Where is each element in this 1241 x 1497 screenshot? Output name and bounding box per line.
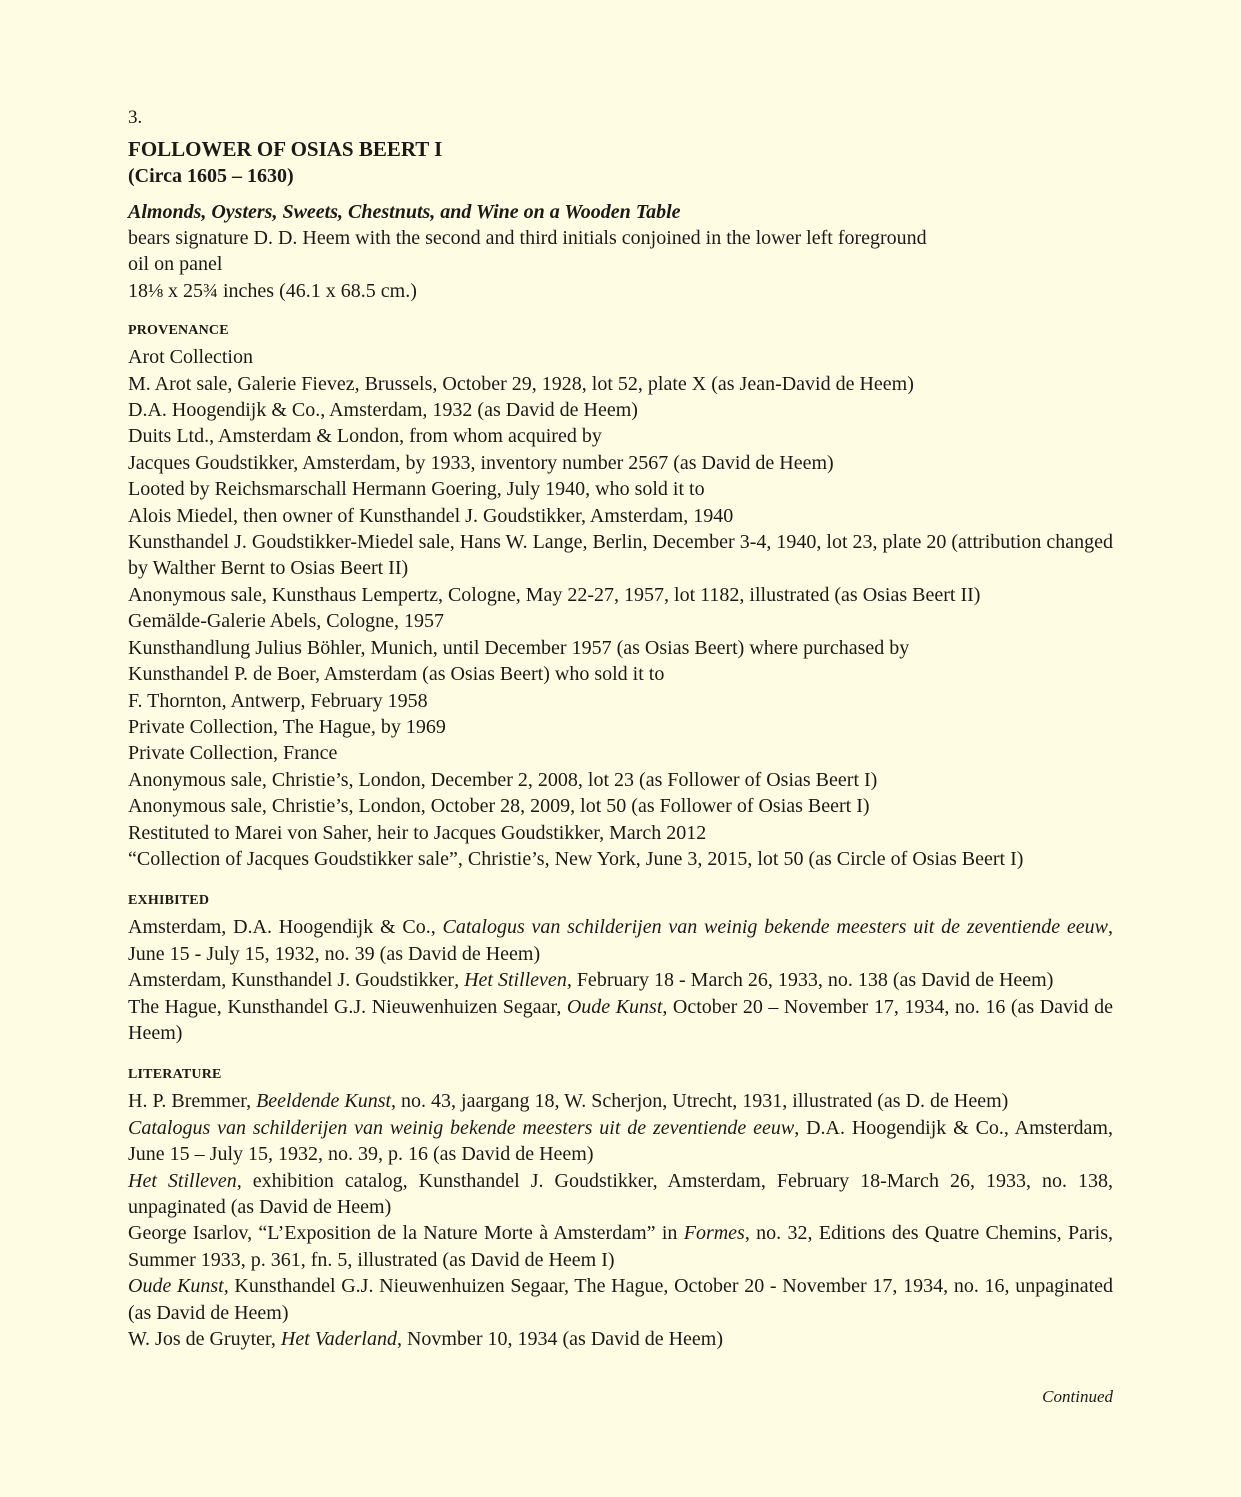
exhibited-text: February 18 - March 26, 1933, no. 138 (as David de Heem) — [571, 969, 1054, 992]
provenance-entry: Anonymous sale, Christie’s, London, October 28, 2009, lot 50 (as Follower of Osias Beert I) — [128, 795, 870, 818]
exhibited-text: Amsterdam, Kunsthandel J. Goudstikker — [128, 969, 455, 992]
provenance-entry: Anonymous sale, Kunsthaus Lempertz, Cologne, May 22-27, 1957, lot 1182, illustrated (as Osias Beert II) — [128, 583, 981, 606]
provenance-entry: Anonymous sale, Christie’s, London, December 2, 2008, lot 23 (as Follower of Osias Beert I) — [128, 768, 878, 791]
exhibited-title: Oude Kunst — [566, 995, 663, 1018]
literature-text: H. P. Bremmer, — [128, 1090, 257, 1113]
literature-title: Beeldende Kunst — [256, 1090, 392, 1113]
literature-text: , D.A. Hoogendijk & Co., Amsterdam, June 15 – July 15, 1932, no. 39, p. 16 (as David de Heem) — [128, 1116, 1113, 1166]
literature-text: exhibition catalog, Kunsthandel J. Goudstikker, Amsterdam, February 18-March 26, 1933, no. 138, unpaginated (as David de Heem) — [128, 1169, 1113, 1218]
provenance-entry: Arot Collection — [128, 346, 253, 369]
exhibited-text: , October 20 – November 17, 1934, no. 16 (as David de Heem) — [128, 995, 1114, 1044]
exhibited-entry — [128, 967, 1113, 993]
exhibited-heading: EXHIBITED — [128, 893, 210, 909]
literature-title: Catalogus van schilderijen van weinig bekende meesters uit de zeventiende eeuw — [128, 1116, 795, 1139]
literature-text: , no. 43, jaargang 18, W. Scherjon, Utrecht, 1931, illustrated (as D. de Heem) — [391, 1090, 1009, 1113]
provenance-entry: Private Collection, France — [128, 742, 338, 765]
exhibited-list — [128, 914, 1113, 1046]
provenance-heading: PROVENANCE — [128, 323, 229, 339]
lot-entry — [128, 106, 1113, 1352]
exhibited-entry — [128, 914, 1113, 967]
literature-entry — [128, 1326, 1113, 1352]
provenance-entry: Jacques Goudstikker, Amsterdam, by 1933, inventory number 2567 (as David de Heem) — [128, 451, 834, 474]
literature-list — [128, 1088, 1113, 1352]
provenance-entry: Kunsthandel P. de Boer, Amsterdam (as Osias Beert) who sold it to — [128, 663, 665, 686]
provenance-entry: Gemälde-Galerie Abels, Cologne, 1957 — [128, 610, 445, 633]
lot-number: 3. — [128, 107, 143, 128]
literature-heading: LITERATURE — [128, 1067, 222, 1083]
provenance-entry: Kunsthandlung Julius Böhler, Munich, until December 1957 (as Osias Beert) where purchased by — [128, 636, 910, 659]
provenance-entry: Looted by Reichsmarschall Hermann Goering, July 1940, who sold it to — [128, 478, 705, 501]
provenance-entry: Duits Ltd., Amsterdam & London, from whom acquired by — [128, 425, 602, 448]
artist-name: FOLLOWER OF OSIAS BEERT I — [128, 137, 443, 161]
literature-entry — [128, 1273, 1113, 1326]
artwork-dimensions: 18⅛ x 25¾ inches (46.1 x 68.5 cm.) — [128, 279, 417, 302]
provenance-entry: F. Thornton, Antwerp, February 1958 — [128, 689, 428, 712]
literature-entry — [128, 1168, 1113, 1221]
literature-title: Het Vaderland — [280, 1328, 397, 1351]
provenance-entry: Alois Miedel, then owner of Kunsthandel J. Goudstikker, Amsterdam, 1940 — [128, 504, 734, 527]
literature-title: Oude Kunst, — [128, 1275, 229, 1298]
artwork-title: Almonds, Oysters, Sweets, Chestnuts, and Wine on a Wooden Table — [128, 201, 681, 223]
exhibited-text: Amsterdam, D.A. Hoogendijk & Co., — [128, 916, 443, 939]
provenance-entry: D.A. Hoogendijk & Co., Amsterdam, 1932 (as David de Heem) — [128, 399, 638, 422]
exhibited-text: The Hague, Kunsthandel G.J. Nieuwenhuizen Segaar, — [128, 995, 567, 1018]
provenance-entry: “Collection of Jacques Goudstikker sale”, Christie’s, New York, June 3, 2015, lot 50 (as Circle of Osias Beert I) — [128, 847, 1024, 870]
literature-entry — [128, 1115, 1113, 1168]
provenance-entry: Kunsthandel J. Goudstikker-Miedel sale, Hans W. Lange, Berlin, December 3-4, 1940, lot 23, plate 20 (attribution changed by Walther Bernt to Osias Beert II) — [128, 531, 1113, 580]
literature-text: Kunsthandel G.J. Nieuwenhuizen Segaar, The Hague, October 20 - November 17, 1934, no. 16, unpaginated (as David de Heem) — [128, 1275, 1114, 1324]
provenance-list — [128, 344, 1113, 872]
exhibited-title: , Het Stilleven, — [454, 969, 572, 992]
exhibited-title: Catalogus van schilderijen van weinig bekende meesters uit de zeventiende eeuw — [442, 916, 1108, 939]
artwork-inscription: bears signature D. D. Heem with the second and third initials conjoined in the lower left foreground — [128, 227, 927, 249]
literature-title: Het Stilleven, — [128, 1169, 242, 1192]
provenance-entry: Restituted to Marei von Saher, heir to Jacques Goudstikker, March 2012 — [128, 821, 707, 844]
continued-label: Continued — [1042, 1387, 1113, 1406]
literature-text: George Isarlov, “L’Exposition de la Nature Morte à Amsterdam” in — [128, 1222, 684, 1245]
artwork-medium: oil on panel — [128, 253, 223, 276]
literature-entry — [128, 1088, 1113, 1114]
literature-text: , no. 32, Editions des Quatre Chemins, Paris, Summer 1933, p. 361, fn. 5, illustrated (as David de Heem I) — [128, 1222, 1113, 1271]
exhibited-text: , June 15 - July 15, 1932, no. 39 (as David de Heem) — [128, 916, 1113, 965]
literature-entry — [128, 1220, 1113, 1273]
provenance-entry: M. Arot sale, Galerie Fievez, Brussels, October 29, 1928, lot 52, plate X (as Jean-David de Heem) — [128, 372, 914, 395]
provenance-entry: Private Collection, The Hague, by 1969 — [128, 715, 446, 738]
artist-dates: (Circa 1605 – 1630) — [128, 165, 294, 187]
literature-text: W. Jos de Gruyter, — [128, 1328, 281, 1351]
literature-title: Formes — [683, 1222, 745, 1245]
exhibited-entry — [128, 994, 1113, 1047]
literature-text: , Novmber 10, 1934 (as David de Heem) — [396, 1328, 724, 1351]
